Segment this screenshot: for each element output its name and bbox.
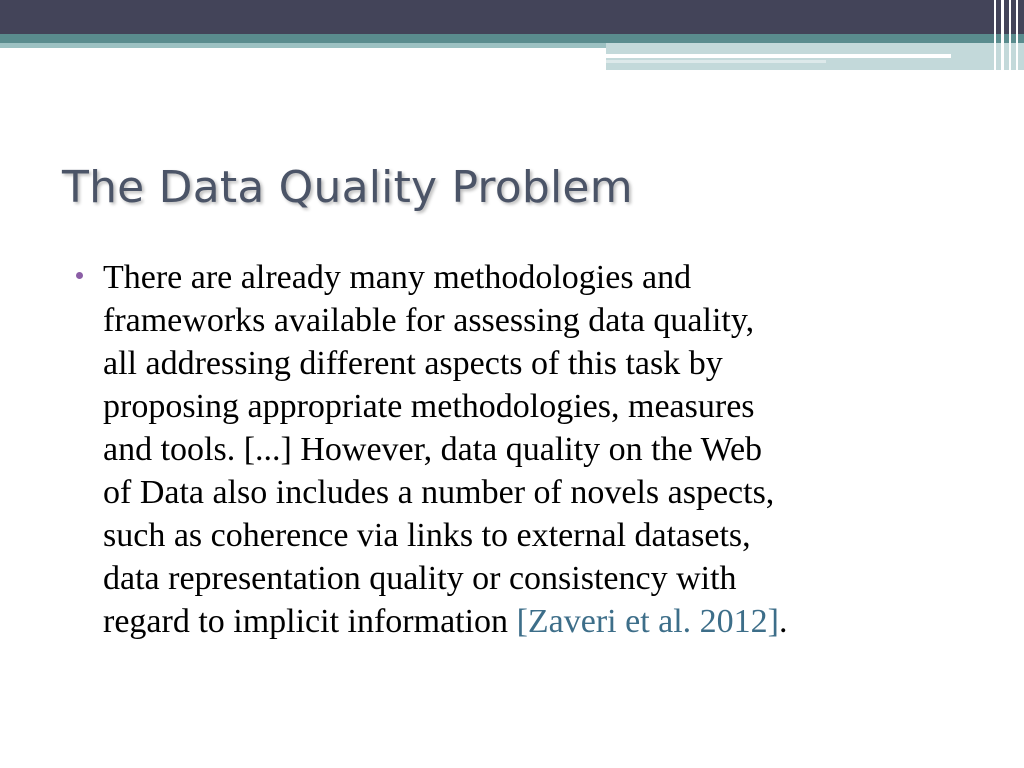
header-stripe <box>1016 0 1018 70</box>
header-band-teal-light <box>0 43 606 48</box>
header-band-teal <box>0 34 1024 43</box>
bullet-dot-icon <box>76 272 83 279</box>
slide-title: The Data Quality Problem <box>62 162 633 213</box>
bullet-line: frameworks available for assessing data quality, <box>103 302 755 339</box>
bullet-line: all addressing different aspects of this task by <box>103 345 723 382</box>
header-stripe <box>1001 0 1004 70</box>
bullet-line: and tools. [...] However, data quality on the Web <box>103 431 763 468</box>
bullet-line: proposing appropriate methodologies, measures <box>103 388 755 425</box>
bullet-line: There are already many methodologies and <box>103 259 692 296</box>
header-accent-line-2 <box>606 60 826 63</box>
header-stripe <box>1009 0 1011 70</box>
bullet-text <box>103 256 973 643</box>
bullet-line: of Data also includes a number of novels aspects, <box>103 474 775 511</box>
bullet-line: regard to implicit information <box>103 603 517 640</box>
header-band-dark <box>0 0 1024 34</box>
citation-link: [Zaveri et al. 2012] <box>516 603 779 640</box>
header-stripes <box>990 0 1024 70</box>
header-stripe <box>994 0 996 70</box>
bullet-item <box>76 256 976 643</box>
bullet-end: . <box>779 603 788 640</box>
bullet-line: such as coherence via links to external datasets, <box>103 517 751 554</box>
header-accent-line <box>606 54 951 58</box>
bullet-line: data representation quality or consistency with <box>103 560 737 597</box>
